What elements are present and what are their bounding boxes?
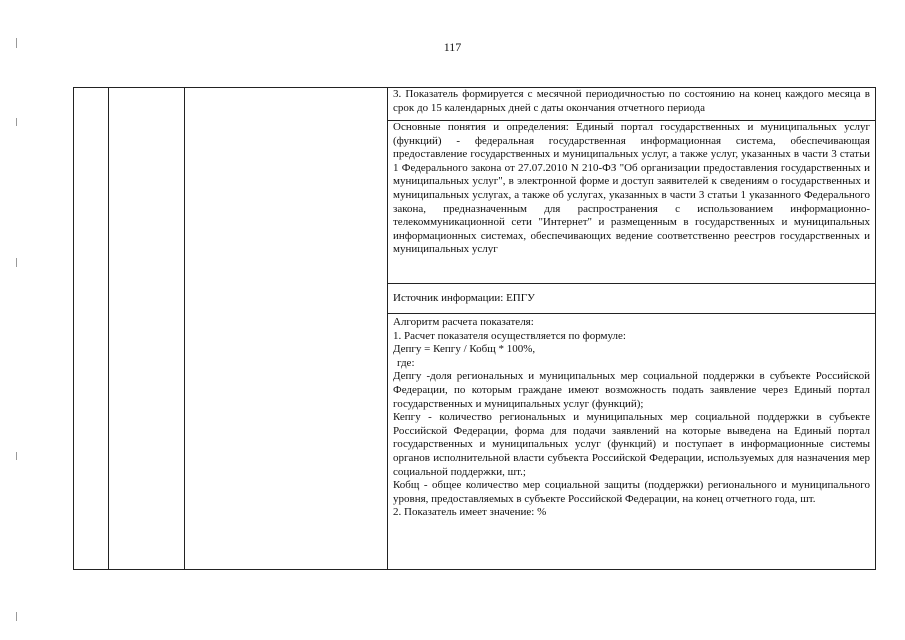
scan-margin-mark xyxy=(16,118,17,126)
definition-depgu: Депгу -доля региональных и муниципальных мер социальной поддержки в субъекте Российской Федерации, по которым граждане имеют возможность подать заявление через Единый портал государственных и муниципальных услуг (функций); xyxy=(393,370,870,410)
algorithm-step-1: 1. Расчет показателя осуществляется по формуле: xyxy=(393,329,626,342)
scan-margin-mark xyxy=(16,258,17,267)
scan-margin-mark xyxy=(16,38,17,48)
concepts-text: Основные понятия и определения: Единый портал государственных и муниципальных услуг (функций) - федеральная государственная информационная система, обеспечивающая предоставление государственных и муниципальных услуг, а также услуг, указанных в части 3 статьи 1 Федерального закона от 27.07.2010 N 210-ФЗ "Об организации предоставления государственных и муниципальных услуг", в электронной форме и доступ заявителей к сведениям о государственных и муниципальных услугах, а также об услугах, указанных в части 3 статьи 1 указанного Федерального закона, предназначенным для распространения с использованием информационно-телекоммуникационной сети "Интернет" и размещенным в государственных и муниципальных информационных системах, обеспечивающих ведение соответственно реестров государственных и муниципальных услуг xyxy=(393,121,870,256)
scan-margin-mark xyxy=(16,612,17,621)
page-number: 117 xyxy=(443,40,462,54)
indicator-table xyxy=(73,87,876,570)
empty-cell-description xyxy=(185,88,388,570)
source-cell xyxy=(388,284,876,314)
definition-kepgu: Кепгу - количество региональных и муниципальных мер социальной поддержки в субъекте Российской Федерации, форма для подачи заявлений на которые выведена на Единый портал государственных и муниципальных услуг (функций) и поступает в информационные системы органов исполнительной власти субъекта Российской Федерации, используемых для назначения мер социальной поддержки, шт.; xyxy=(393,411,870,478)
empty-cell-name xyxy=(109,88,185,570)
table-row xyxy=(74,88,876,121)
algorithm-where: где: xyxy=(397,356,415,369)
source-text: Источник информации: ЕПГУ xyxy=(393,291,535,304)
empty-cell-number xyxy=(74,88,109,570)
algorithm-formula: Депгу = Кепгу / Кобщ * 100%, xyxy=(393,343,536,356)
algorithm-title: Алгоритм расчета показателя: xyxy=(393,316,534,328)
definition-kobsh: Кобщ - общее количество мер социальной защиты (поддержки) регионального и муниципального уровня, предоставляемых в субъекте Российской Федерации, на конец отчетного года, шт. xyxy=(393,479,870,505)
periodicity-text: 3. Показатель формируется с месячной периодичностью по состоянию на конец каждого месяца в срок до 15 календарных дней с даты окончания отчетного периода xyxy=(393,88,870,114)
concepts-cell xyxy=(388,121,876,284)
scan-margin-mark xyxy=(16,452,17,460)
periodicity-cell xyxy=(388,88,876,121)
algorithm-step-2: 2. Показатель имеет значение: % xyxy=(393,506,547,519)
algorithm-cell xyxy=(388,314,876,570)
